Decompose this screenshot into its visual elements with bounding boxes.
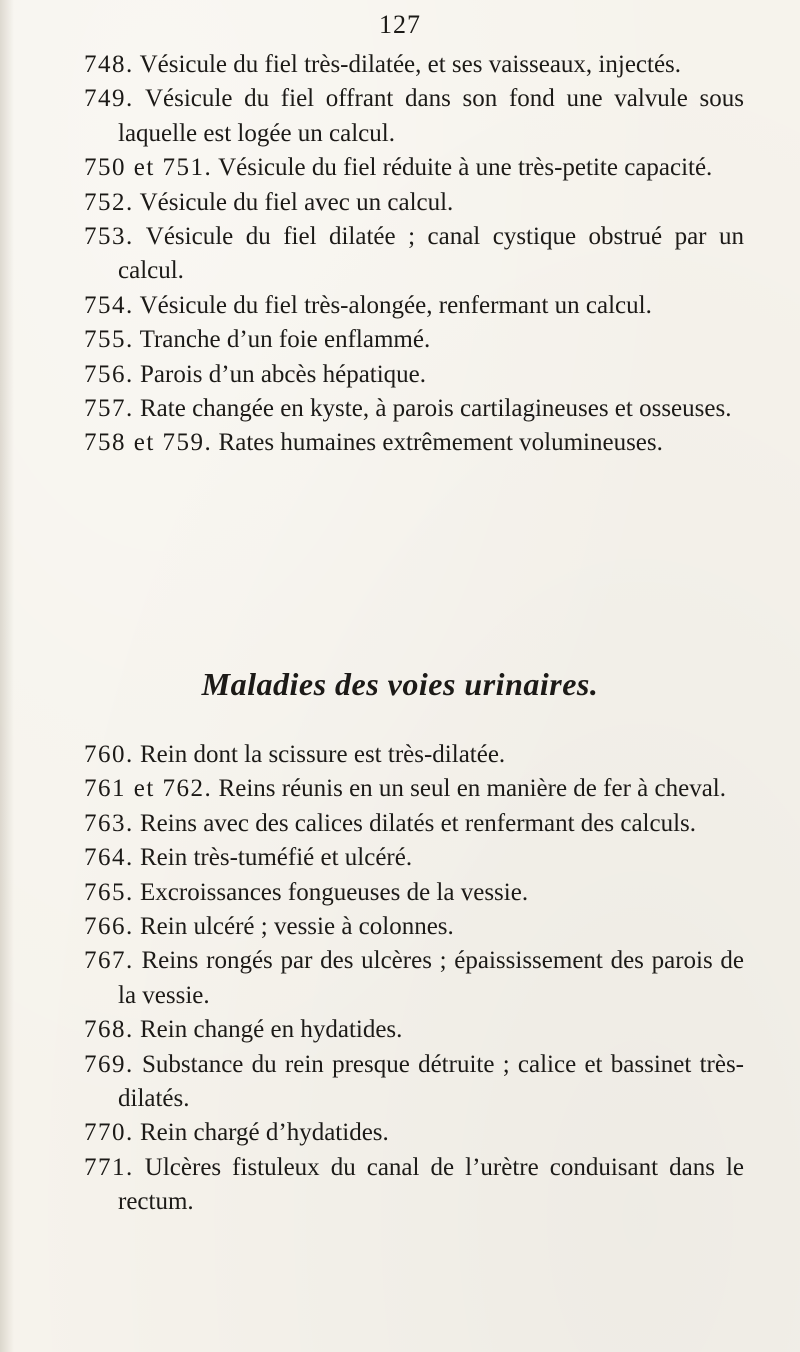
catalog-entry: 752. Vésicule du fiel avec un calcul.	[84, 188, 454, 216]
catalog-entry: 763. Reins avec des calices dilatés et renfermant des calculs.	[84, 809, 697, 837]
catalog-entry: 771. Ulcères fistuleux du canal de l’urètre conduisant dans le rectum.	[84, 1153, 745, 1216]
section-heading: Maladies des voies urinaires.	[201, 666, 599, 702]
catalog-entry: 767. Reins rongés par des ulcères ; épaississement des parois de la vessie.	[84, 947, 745, 1009]
catalog-entry: 761 et 762. Reins réunis en un seul en manière de fer à cheval.	[84, 775, 726, 803]
catalog-entry: 768. Rein changé en hydatides.	[84, 1016, 403, 1044]
catalog-entry: 756. Parois d’un abcès hépatique.	[84, 360, 427, 388]
catalog-entry: 760. Rein dont la scissure est très-dilatée.	[84, 741, 506, 768]
catalog-entry: 748. Vésicule du fiel très-dilatée, et ses vaisseaux, injectés.	[84, 51, 682, 78]
catalog-entry: 770. Rein chargé d’hydatides.	[84, 1119, 389, 1147]
catalog-entry: 754. Vésicule du fiel très-alongée, renfermant un calcul.	[84, 291, 652, 319]
catalog-entry: 750 et 751. Vésicule du fiel réduite à une très-petite capacité.	[84, 154, 713, 182]
catalog-entry: 755. Tranche d’un foie enflammé.	[84, 326, 431, 354]
catalog-entry: 758 et 759. Rates humaines extrêmement volumineuses.	[84, 429, 663, 457]
catalog-entry: 766. Rein ulcéré ; vessie à colonnes.	[84, 913, 454, 941]
catalog-entry: 753. Vésicule du fiel dilatée ; canal cystique obstrué par un calcul.	[84, 223, 744, 285]
catalog-entry: 769. Substance du rein presque détruite ; calice et bassinet très-dilatés.	[84, 1050, 744, 1113]
catalog-entry: 757. Rate changée en kyste, à parois cartilagineuses et osseuses.	[84, 395, 732, 423]
entry-list-urinary	[84, 738, 744, 1220]
entry-list-liver-spleen	[84, 48, 744, 461]
catalog-entry: 749. Vésicule du fiel offrant dans son fond une valvule sous laquelle est logée un calcul.	[84, 85, 744, 147]
catalog-entry: 765. Excroissances fongueuses de la vessie.	[84, 878, 529, 906]
catalog-entry: 764. Rein très-tuméfié et ulcéré.	[84, 844, 413, 872]
page-number: 127	[379, 10, 421, 39]
